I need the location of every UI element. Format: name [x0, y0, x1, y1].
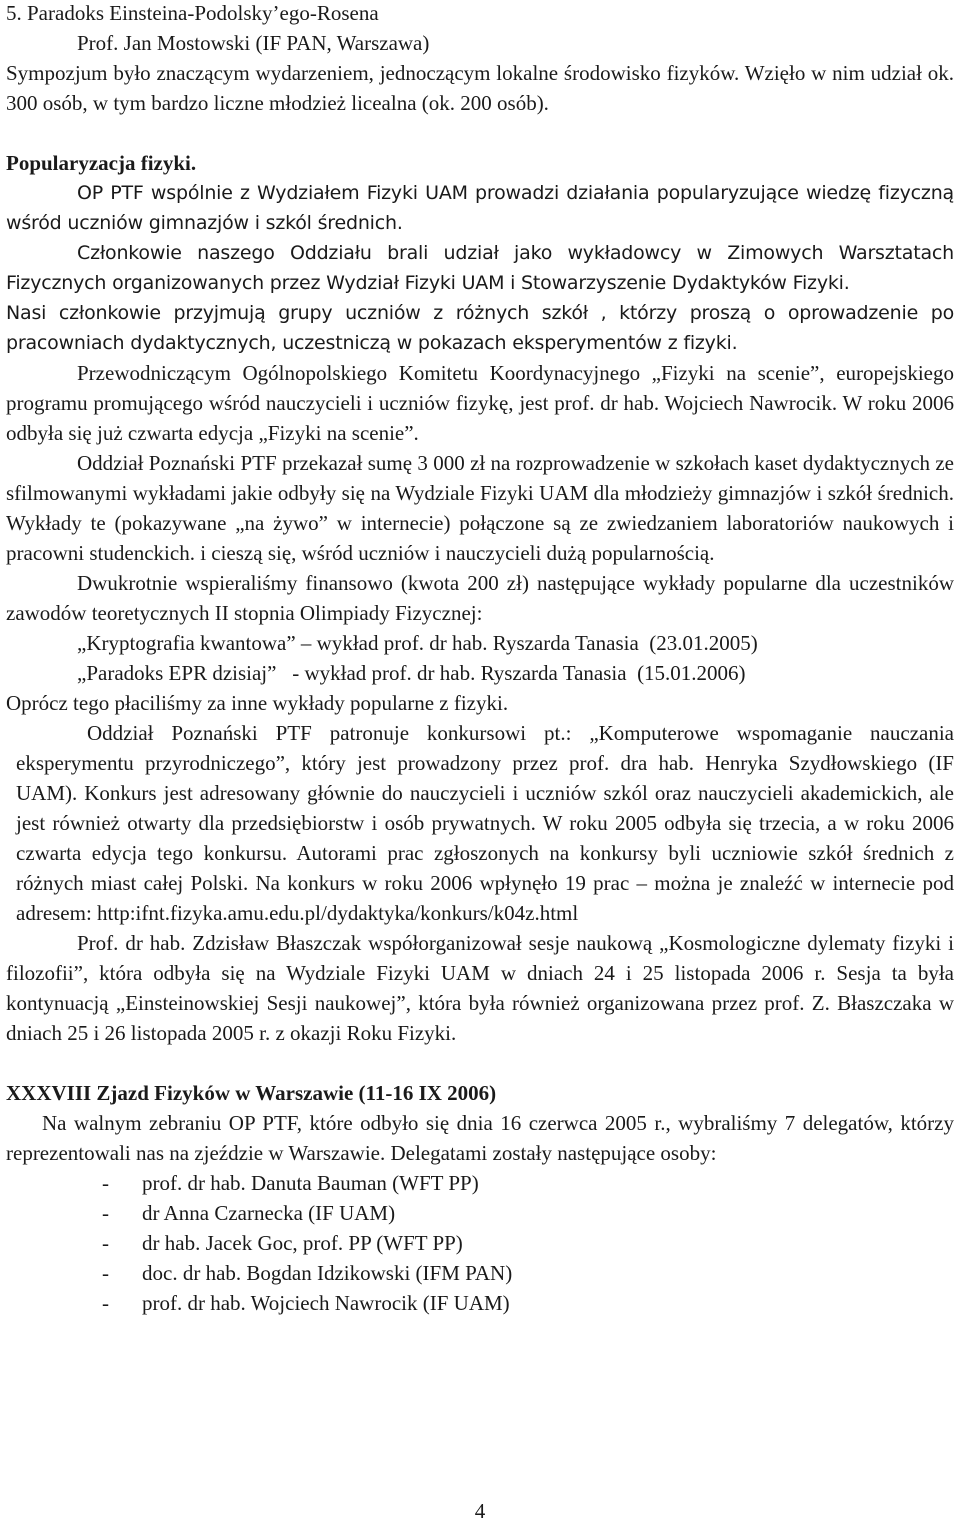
- lecture-item-2: „Paradoks EPR dzisiaj” - wykład prof. dr hab. Ryszarda Tanasia (15.01.2006): [77, 661, 746, 685]
- popularization-paragraph-3: Nasi członkowie przyjmują grupy uczniów z różnych szkół , którzy proszą o oprowadzenie po pracowniach dydaktycznych, uczestniczą w pokazach eksperymentów z fizyki.: [6, 302, 954, 354]
- document-page: [6, 0, 954, 1318]
- lecture-item-1: „Kryptografia kwantowa” – wykład prof. dr hab. Ryszarda Tanasia (23.01.2005): [77, 631, 758, 655]
- congress-paragraph: Na walnym zebraniu OP PTF, które odbyło się dnia 16 czerwca 2005 r., wybraliśmy 7 delegatów, którzy reprezentowali nas na zjeździe w Warszawie. Delegatami zostały następujące osoby:: [6, 1111, 954, 1165]
- symposium-summary: Sympozjum było znaczącym wydarzeniem, jednoczącym lokalne środowisko fizyków. Wzięło w nim udział ok. 300 osób, w tym bardzo liczne młodzież licealna (ok. 200 osób).: [6, 61, 954, 115]
- delegate-name: prof. dr hab. Danuta Bauman (WFT PP): [142, 1171, 479, 1195]
- congress-heading: XXXVIII Zjazd Fizyków w Warszawie (11-16 IX 2006): [6, 1081, 497, 1105]
- list-bullet: -: [102, 1171, 109, 1195]
- list-item: [102, 1258, 954, 1288]
- list-item: [102, 1198, 954, 1228]
- contest-block: [6, 718, 954, 928]
- page-number: 4: [474, 1499, 486, 1523]
- popularization-paragraph-5: Oddział Poznański PTF przekazał sumę 3 000 zł na rozprowadzenie w szkołach kaset dydaktycznych ze sfilmowanymi wykładami jakie odbyły się na Wydziale Fizyki UAM dla młodzieży gimnazjów i szkół średnich. Wykłady te (pokazywane „na żywo” w internecie) połączone są ze zwiedzaniem laboratoriów naukowych i pracowni studenckich. i cieszą się, wśród uczniów i nauczycieli dużą popularnością.: [6, 451, 954, 565]
- list-item: [102, 1288, 954, 1318]
- list-bullet: -: [102, 1201, 109, 1225]
- list-bullet: -: [102, 1291, 109, 1315]
- delegate-name: doc. dr hab. Bogdan Idzikowski (IFM PAN): [142, 1261, 513, 1285]
- popularization-heading: Popularyzacja fizyki.: [6, 151, 197, 175]
- popularization-paragraph-2: Członkowie naszego Oddziału brali udział jako wykładowcy w Zimowych Warsztatach Fizycznych organizowanych przez Wydział Fizyki UAM i Stowarzyszenie Dydaktyków Fizyki.: [6, 242, 954, 294]
- delegates-list: [6, 1168, 954, 1318]
- popularization-paragraph-7: Oprócz tego płaciliśmy za inne wykłady popularne z fizyki.: [6, 691, 509, 715]
- symposium-item-heading: 5. Paradoks Einsteina-Podolsky’ego-Rosena: [6, 1, 379, 25]
- symposium-speaker: Prof. Jan Mostowski (IF PAN, Warszawa): [77, 31, 430, 55]
- list-item: [102, 1228, 954, 1258]
- popularization-paragraph-8: Oddział Poznański PTF patronuje konkursowi pt.: „Komputerowe wspomaganie nauczania eksperymentu przyrodniczego”, który jest prowadzony przez prof. dra hab. Henryka Szydłowskiego (IF UAM). Konkurs jest adresowany głównie do nauczycieli i uczniów szkól oraz nauczycieli akademickich, ale jest również otwarty dla przedsiębiorstw i osób prywatnych. W roku 2005 odbyła się trzecia, a w roku 2006 czwarta edycja tego konkursu. Autorami prac zgłoszonych na konkursy byli uczniowie szkół średnich z różnych miast całej Polski. Na konkurs w roku 2006 wpłynęło 19 prac – można je znaleźć w internecie pod adresem: http:ifnt.fizyka.amu.edu.pl/dydaktyka/konkurs/k04z.html: [16, 721, 954, 925]
- popularization-paragraph-1: OP PTF wspólnie z Wydziałem Fizyki UAM prowadzi działania popularyzujące wiedzę fizyczną wśród uczniów gimnazjów i szkól średnich.: [6, 182, 954, 234]
- delegate-name: dr hab. Jacek Goc, prof. PP (WFT PP): [142, 1231, 463, 1255]
- popularization-paragraph-6: Dwukrotnie wspieraliśmy finansowo (kwota 200 zł) następujące wykłady popularne dla uczestników zawodów teoretycznych II stopnia Olimpiady Fizycznej:: [6, 571, 954, 625]
- delegate-name: dr Anna Czarnecka (IF UAM): [142, 1201, 396, 1225]
- list-bullet: -: [102, 1231, 109, 1255]
- popularization-paragraph-9: Prof. dr hab. Zdzisław Błaszczak współorganizował sesje naukową „Kosmologiczne dylematy fizyki i filozofii”, która odbyła się na Wydziale Fizyki UAM w dniach 24 i 25 listopada 2006 r. Sesja ta była kontynuacją „Einsteinowskiej Sesji naukowej”, która była również organizowana przez prof. Z. Błaszczaka w dniach 25 i 26 listopada 2005 r. z okazji Roku Fizyki.: [6, 931, 954, 1045]
- list-bullet: -: [102, 1261, 109, 1285]
- list-item: [102, 1168, 954, 1198]
- delegate-name: prof. dr hab. Wojciech Nawrocik (IF UAM): [142, 1291, 510, 1315]
- popularization-paragraph-4: Przewodniczącym Ogólnopolskiego Komitetu Koordynacyjnego „Fizyki na scenie”, europejskiego programu promującego wśród nauczycieli i uczniów fizykę, jest prof. dr hab. Wojciech Nawrocik. W roku 2006 odbyła się już czwarta edycja „Fizyki na scenie”.: [6, 361, 954, 445]
